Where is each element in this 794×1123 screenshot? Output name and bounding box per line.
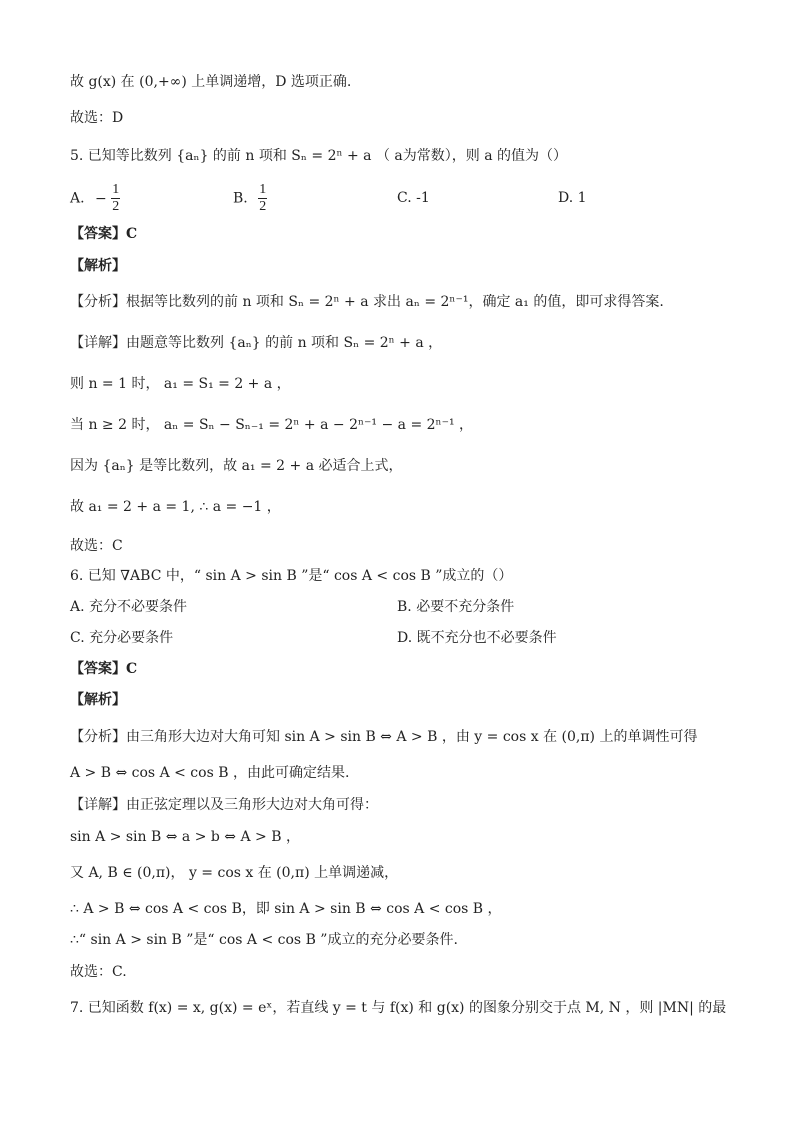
q6-option-c: C. 充分必要条件 xyxy=(70,630,174,646)
q6-option-a: A. 充分不必要条件 xyxy=(70,599,188,615)
q6-option-b: B. 必要不充分条件 xyxy=(397,599,515,615)
q5-option-a-numerator: 1 xyxy=(112,182,120,197)
q5-detail-2: 则 n = 1 时， a₁ = S₁ = 2 + a ， xyxy=(70,376,291,392)
q5-option-b-label: B. xyxy=(233,190,248,207)
q5-option-b-fraction xyxy=(258,182,267,215)
q6-analysis-2: A > B ⇔ cos A < cos B ，由此可确定结果. xyxy=(70,765,350,781)
q6-detail-2: sin A > sin B ⇔ a > b ⇔ A > B ， xyxy=(70,829,300,845)
q5-option-a-denominator: 2 xyxy=(112,199,120,214)
text-line-2: 故选：D xyxy=(70,110,124,126)
q5-option-b xyxy=(233,182,267,215)
q5-detail-4: 因为 {aₙ} 是等比数列，故 a₁ = 2 + a 必适合上式， xyxy=(70,458,403,474)
question-6: 6. 已知 ∇ABC 中，“ sin A > sin B ”是“ cos A < cos B ”成立的（） xyxy=(70,568,513,584)
q6-detail-1: 【详解】由正弦定理以及三角形大边对大角可得： xyxy=(70,797,378,813)
q6-detail-3: 又 A, B ∈ (0,π)， y = cos x 在 (0,π) 上单调递减， xyxy=(70,865,399,881)
q5-option-d: D. 1 xyxy=(558,190,587,206)
q5-option-c: C. -1 xyxy=(397,190,430,206)
q5-detail-1: 【详解】由题意等比数列 {aₙ} 的前 n 项和 Sₙ = 2ⁿ + a ， xyxy=(70,335,443,351)
q5-option-a-sign: − xyxy=(95,190,107,207)
q5-option-a-label: A. xyxy=(70,190,85,207)
q5-option-b-numerator: 1 xyxy=(259,182,267,197)
q5-option-b-denominator: 2 xyxy=(259,199,267,214)
q5-detail-5: 故 a₁ = 2 + a = 1, ∴ a = −1 ， xyxy=(70,499,281,515)
q6-detail-4: ∴ A > B ⇔ cos A < cos B，即 sin A > sin B ⇔ cos A < cos B ， xyxy=(70,901,502,917)
analysis-label-5: 【解析】 xyxy=(70,258,126,274)
q5-choice: 故选：C xyxy=(70,538,123,554)
text-line-1: 故 g(x) 在 (0,+∞) 上单调递增，D 选项正确. xyxy=(70,74,352,90)
answer-label-5: 【答案】C xyxy=(70,226,138,242)
q5-detail-3: 当 n ≥ 2 时， aₙ = Sₙ − Sₙ₋₁ = 2ⁿ + a − 2ⁿ⁻¹ − a = 2ⁿ⁻¹ ， xyxy=(70,417,474,433)
answer-label-6: 【答案】C xyxy=(70,661,138,677)
question-7: 7. 已知函数 f(x) = x, g(x) = eˣ，若直线 y = t 与 f(x) 和 g(x) 的图象分别交于点 M, N ，则 |MN| 的最 xyxy=(70,1000,727,1016)
q5-analysis: 【分析】根据等比数列的前 n 项和 Sₙ = 2ⁿ + a 求出 aₙ = 2ⁿ⁻¹，确定 a₁ 的值，即可求得答案. xyxy=(70,294,664,310)
q6-option-d: D. 既不充分也不必要条件 xyxy=(397,630,557,646)
q6-analysis-1: 【分析】由三角形大边对大角可知 sin A > sin B ⇔ A > B ，由 y = cos x 在 (0,π) 上的单调性可得 xyxy=(70,729,698,745)
q5-option-a-fraction xyxy=(111,182,120,215)
q6-detail-5: ∴“ sin A > sin B ”是“ cos A < cos B ”成立的充分必要条件. xyxy=(70,932,458,948)
question-5: 5. 已知等比数列 {aₙ} 的前 n 项和 Sₙ = 2ⁿ + a （ a为常数），则 a 的值为（） xyxy=(70,148,568,164)
analysis-label-6: 【解析】 xyxy=(70,692,126,708)
q5-option-a xyxy=(70,182,120,215)
q6-choice: 故选：C. xyxy=(70,964,127,980)
